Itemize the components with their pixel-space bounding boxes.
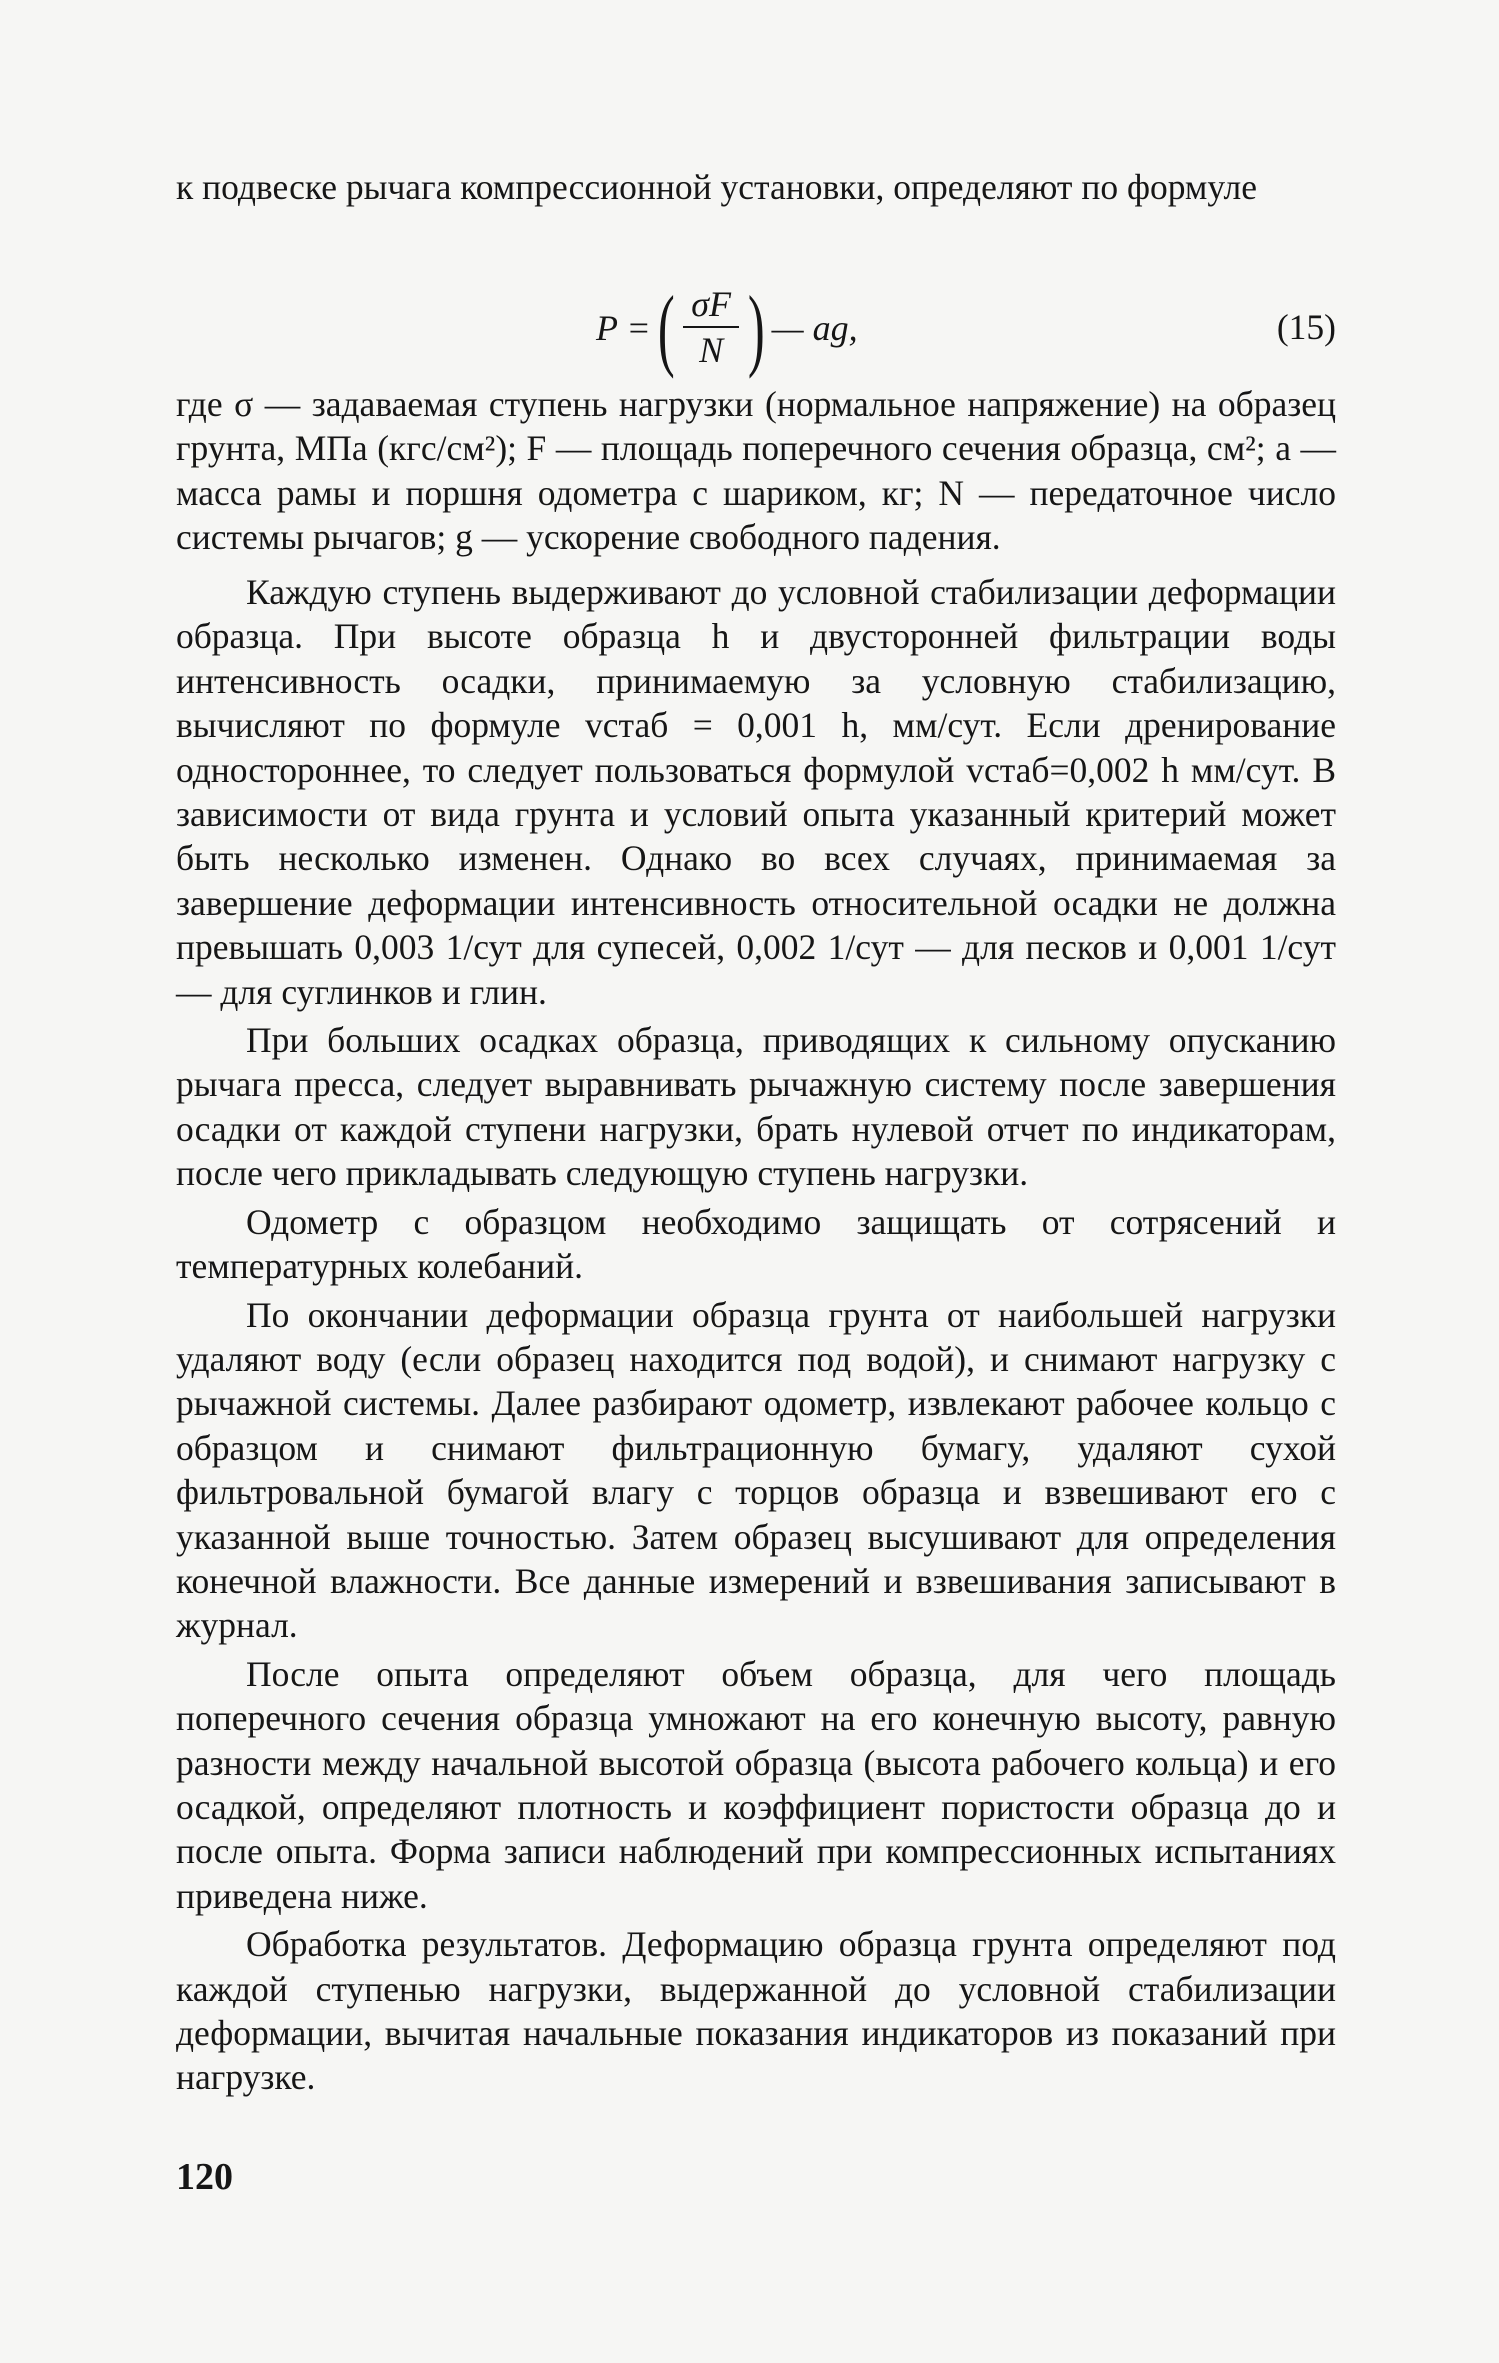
- formula-denominator: N: [699, 330, 724, 370]
- formula-15: [176, 278, 1336, 378]
- body-text: [176, 570, 1336, 2104]
- page-number: 120: [176, 2156, 233, 2198]
- intro-text: [176, 165, 1336, 209]
- paragraph-lever-system: При больших осадках образца, приводящих к сильному опусканию рычага пресса, следует выравнивать рычажную систему после завершения осадки от каждой ступени нагрузки, брать нулевой отчет по индикаторам, после чего прикладывать следующую ступень нагрузки.: [176, 1020, 1336, 1194]
- left-paren: (: [657, 277, 675, 379]
- intro-paragraph: к подвеске рычага компрессионной установки, определяют по формуле: [176, 167, 1258, 207]
- paragraph-stabilization: Каждую ступень выдерживают до условной стабилизации деформации образца. При высоте образца h и двусторонней фильтрации воды интенсивность осадки, принимаемую за условную стабилизацию, вычисляют по формуле vстаб = 0,001 h, мм/сут. Если дренирование одностороннее, то следует пользоваться формулой vстаб=0,002 h мм/сут. В зависимости от вида грунта и условий опыта указанный критерий может быть несколько изменен. Однако во всех случаях, принимаемая за завершение деформации интенсивность относительной осадки не должна превышать 0,003 1/сут для супесей, 0,002 1/сут — для песков и 0,001 1/сут — для суглинков и глин.: [176, 572, 1336, 1012]
- definitions-text: [176, 382, 1336, 560]
- formula-numerator: σF: [683, 284, 739, 328]
- paragraph-results: Обработка результатов. Деформацию образца грунта определяют под каждой ступенью нагрузки, выдержанной до условной стабилизации деформации, вычитая начальные показания индикаторов из показаний при нагрузке.: [176, 1924, 1336, 2098]
- formula-rhs: — ag,: [771, 308, 858, 348]
- definitions-paragraph: где σ — задаваемая ступень нагрузки (нормальное напряжение) на образец грунта, МПа (кгс/см²); F — площадь поперечного сечения образца, см²; a — масса рамы и поршня одометра с шариком, кг; N — передаточное число системы рычагов; g — ускорение свободного падения.: [176, 384, 1336, 558]
- paragraph-volume: После опыта определяют объем образца, для чего площадь поперечного сечения образца умножают на его конечную высоту, равную разности между начальной высотой образца (высота рабочего кольца) и его осадкой, определяют плотность и коэффициент пористости образца до и после опыта. Форма записи наблюдений при компрессионных испытаниях приведена ниже.: [176, 1653, 1336, 1916]
- paragraph-protection: Одометр с образцом необходимо защищать от сотрясений и температурных колебаний.: [176, 1201, 1336, 1287]
- paragraph-unloading: По окончании деформации образца грунта от наибольшей нагрузки удаляют воду (если образец находится под водой), и снимают нагрузку с рычажной системы. Далее разбирают одометр, извлекают рабочее кольцо с образцом и снимают фильтрационную бумагу, удаляют сухой фильтровальной бумагой влагу с торцов образца и взвешивают его с указанной выше точностью. Затем образец высушивают для определения конечной влажности. Все данные измерений и взвешивания записывают в журнал.: [176, 1294, 1336, 1646]
- formula-lhs: P =: [596, 308, 651, 348]
- formula-expression: [596, 278, 858, 378]
- formula-fraction: [683, 284, 739, 372]
- right-paren: ): [747, 277, 765, 379]
- equation-number: (15): [1276, 307, 1336, 347]
